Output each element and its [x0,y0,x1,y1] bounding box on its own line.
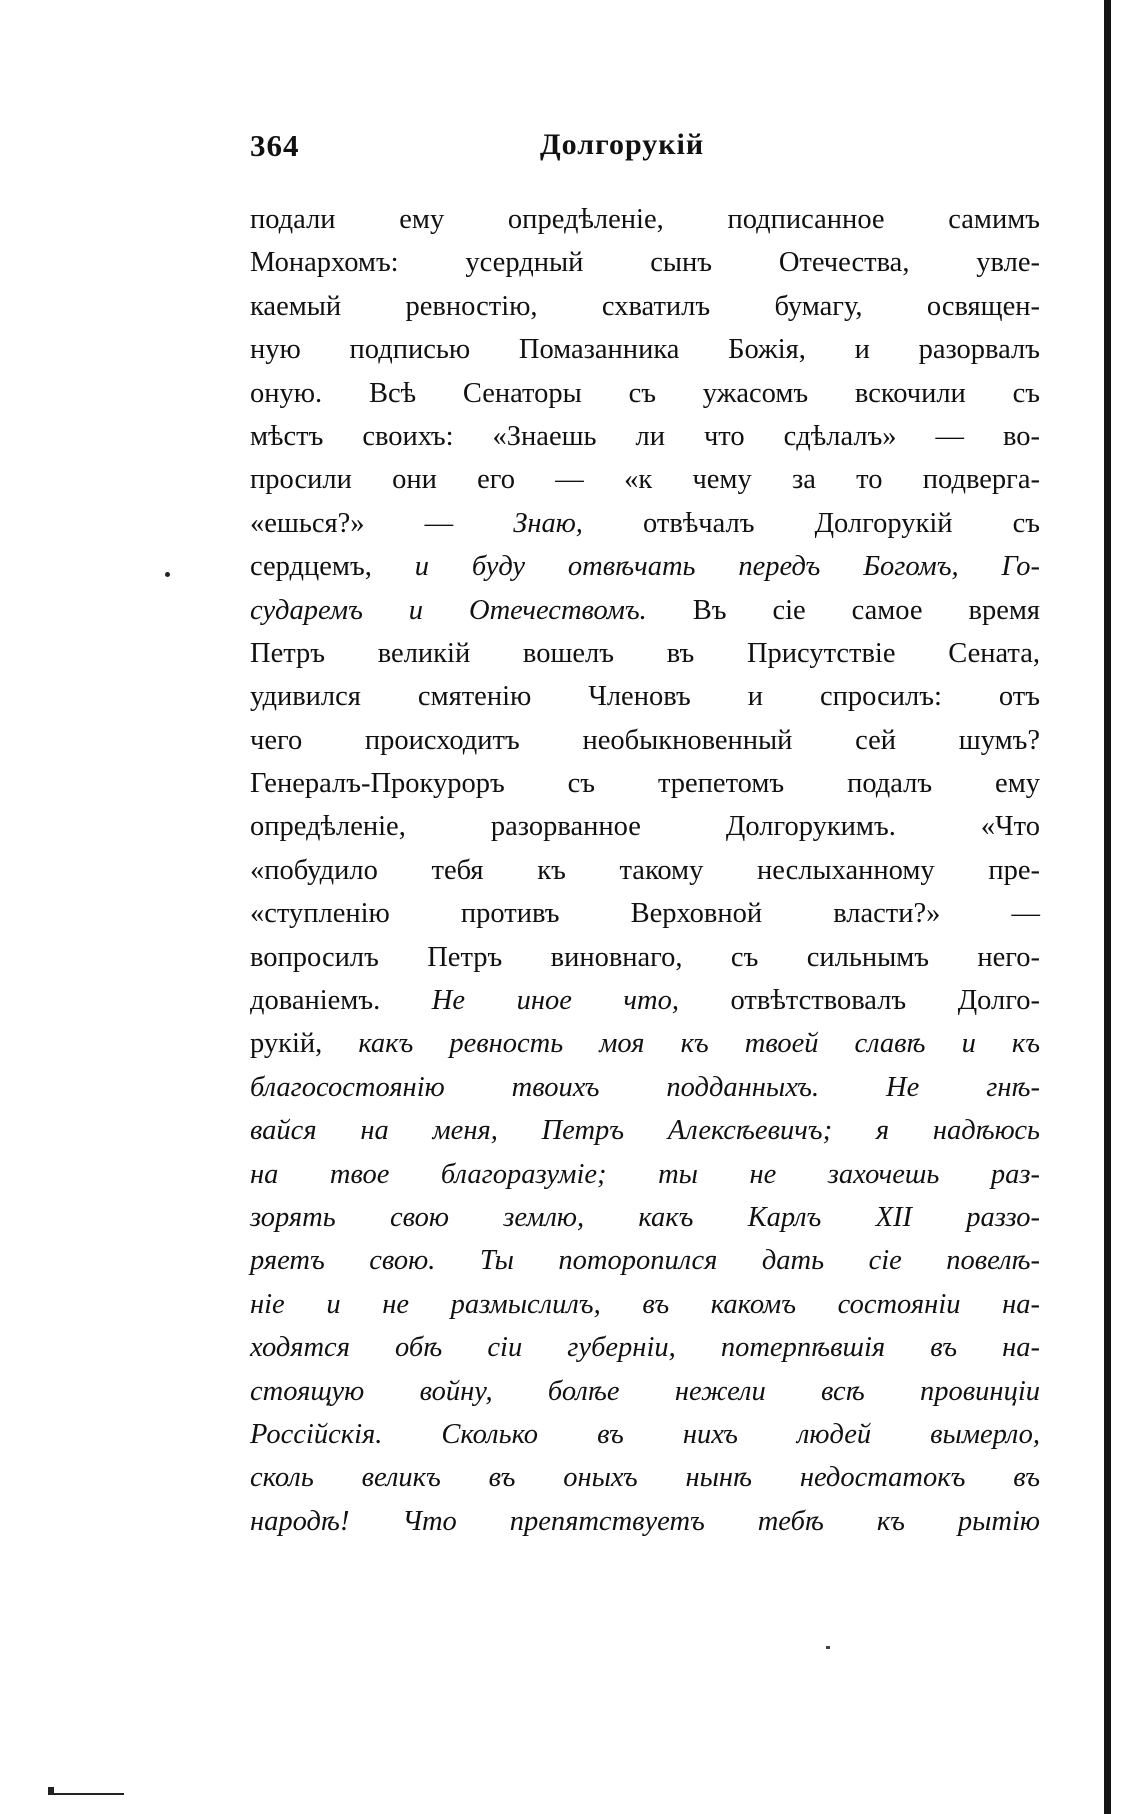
text-line [250,241,1040,284]
text-segment: Въ сіе самое время [646,594,1040,626]
text-line [250,1239,1040,1282]
text-segment: удивился смятенію Членовъ и спросилъ: отъ [250,681,1040,713]
text-line [250,198,1040,241]
running-head: Долгорукій [540,128,705,161]
stray-ink-mark [826,1646,830,1649]
text-line [250,458,1040,501]
text-segment: оную. Всѣ Сенаторы съ ужасомъ вскочили съ [250,377,1040,409]
italic-text-segment: благосостоянію твоихъ подданныхъ. Не гнѣ- [250,1071,1040,1103]
text-line [250,1196,1040,1239]
text-line [250,1283,1040,1326]
italic-text-segment: какъ ревность моя къ твоей славѣ и къ [358,1028,1040,1060]
italic-text-segment: и буду отвѣчать передъ Богомъ, Го- [414,551,1040,583]
italic-text-segment: на твое благоразуміе; ты не захочешь раз- [250,1158,1040,1190]
text-segment: «ступленію противъ Верховной власти?» — [250,898,1040,930]
text-line [250,545,1040,588]
italic-text-segment: ходятся обѣ сіи губерніи, потерпѣвшія въ на- [250,1332,1040,1364]
text-line [250,285,1040,328]
italic-text-segment: зорять свою землю, какъ Карлъ XII раззо- [250,1201,1040,1233]
text-segment: каемый ревностію, схватилъ бумагу, освящен- [250,290,1040,322]
margin-dot [165,572,170,577]
page-header [250,128,1030,172]
text-segment: просили они его — «к чему за то подверга- [250,464,1040,496]
text-segment: «ешься?» — [250,507,514,539]
text-line [250,1326,1040,1369]
text-line [250,415,1040,458]
text-segment: опредѣленіе, разорванное Долгорукимъ. «Что [250,811,1040,843]
text-line [250,1066,1040,1109]
italic-text-segment: народѣ! Что препятствуетъ тебѣ къ рытію [250,1505,1040,1537]
text-segment: сердцемъ, [250,551,415,583]
italic-text-segment: Знаю, [513,507,583,539]
text-segment: дованіемъ. [250,985,432,1017]
italic-text-segment: Россійскія. Сколько въ нихъ людей вымерло, [250,1418,1040,1450]
text-line [250,589,1040,632]
text-segment: отвѣчалъ Долгорукій съ [582,507,1040,539]
text-line [250,1370,1040,1413]
text-line [250,719,1040,762]
italic-text-segment: вайся на меня, Петръ Алексѣевичъ; я надѣюсь [250,1115,1040,1147]
text-segment: мѣстъ своихъ: «Знаешь ли что сдѣлалъ» — во- [250,420,1040,452]
text-segment: отвѣтствовалъ Долго- [678,985,1040,1017]
text-line [250,936,1040,979]
italic-text-segment: Не иное что, [431,985,679,1017]
text-segment: ную подписью Помазанника Божія, и разорвалъ [250,334,1040,366]
italic-text-segment: ніе и не размыслилъ, въ какомъ состояніи на- [250,1288,1040,1320]
text-segment: Генералъ-Прокуроръ съ трепетомъ подалъ ему [250,768,1040,800]
text-line [250,328,1040,371]
text-line [250,892,1040,935]
body-text [250,198,1040,1543]
text-line [250,1153,1040,1196]
text-line [250,979,1040,1022]
text-line [250,1022,1040,1065]
text-line [250,1500,1040,1543]
page-number: 364 [250,128,300,163]
text-line [250,1456,1040,1499]
text-segment: чего происходитъ необыкновенный сей шумъ? [250,724,1040,756]
text-line [250,849,1040,892]
italic-text-segment: стоящую войну, болѣе нежели всѣ провинціи [250,1375,1040,1407]
text-segment: Петръ великій вошелъ въ Присутствіе Сената, [250,637,1040,669]
text-segment: Монархомъ: усердный сынъ Отечества, увле- [250,247,1040,279]
italic-text-segment: сударемъ и Отечествомъ. [250,594,647,626]
text-line [250,1413,1040,1456]
corner-ink-mark [48,1793,124,1795]
text-segment: рукій, [250,1028,359,1060]
text-line [250,1109,1040,1152]
text-line [250,632,1040,675]
italic-text-segment: сколь великъ въ оныхъ нынѣ недостатокъ въ [250,1462,1040,1494]
text-line [250,675,1040,718]
text-segment: вопросилъ Петръ виновнаго, съ сильнымъ него- [250,941,1040,973]
text-line [250,502,1040,545]
text-segment: «побудило тебя къ такому неслыханному пре- [250,854,1040,886]
text-line [250,762,1040,805]
text-segment: подали ему опредѣленіе, подписанное самимъ [250,204,1040,235]
text-line [250,805,1040,848]
text-line [250,372,1040,415]
italic-text-segment: ряетъ свою. Ты поторопился дать сіе повелѣ- [250,1245,1040,1277]
page-edge-rule [1104,0,1111,1814]
